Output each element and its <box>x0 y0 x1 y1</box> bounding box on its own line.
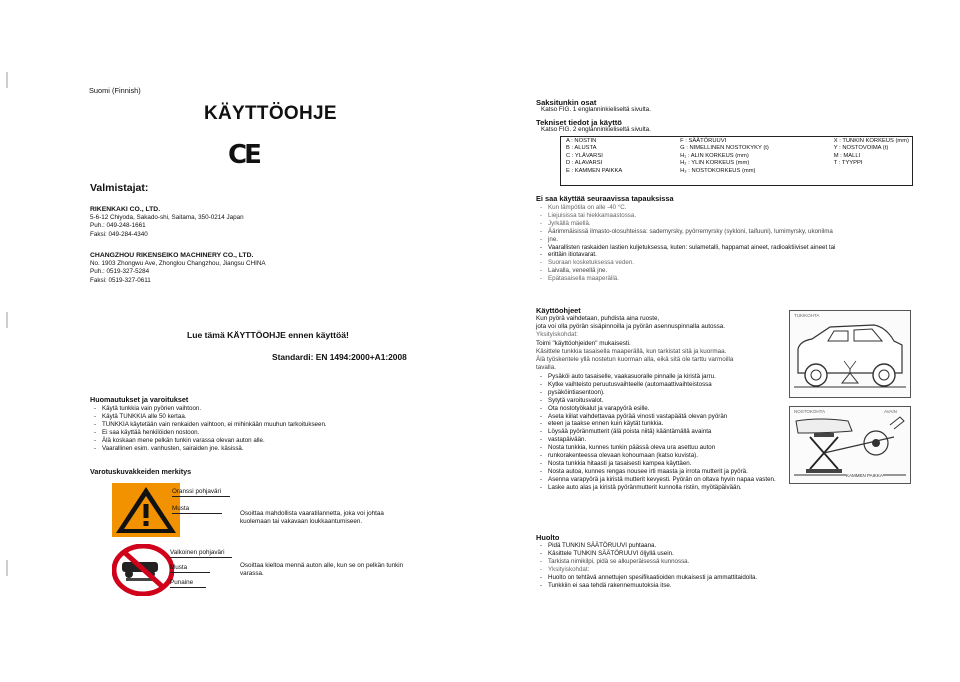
list-item: - runkorakenteessa olevaan kohoumaan (katso kuvista). <box>538 452 776 460</box>
paragraph-line: Kun pyörä vaihdetaan, puhdista aina ruoste, <box>536 315 660 322</box>
standard-label: Standardi: EN 1494:2000+A1:2008 <box>272 352 407 362</box>
manufacturer-phone: Puh.: 049-248-1661 <box>90 222 146 230</box>
list-item: - eteen ja taakse ennen kuin käytät tunkkia. <box>538 420 776 428</box>
list-item: - vastapäivään. <box>538 436 776 444</box>
prohibition-symbol-description <box>240 562 403 578</box>
parts-reference: Katso FIG. 1 englanninkieliseltä sivulta. <box>541 106 651 113</box>
spec-cell: Y : NOSTOVOIMA (t) <box>833 145 889 152</box>
spec-cell: C : YLÄVARSI <box>566 152 603 159</box>
paragraph-line: Toimi "käyttöohjeiden" mukaisesti. <box>536 339 631 347</box>
description-line: varassa. <box>240 570 264 578</box>
list-item: - Pidä TUNKIN SÄÄTÖRUUVI puhtaana. <box>538 542 757 550</box>
maintenance-heading: Huolto <box>536 533 560 542</box>
list-item: - Käytä TUNKKIA alle 50 kertaa. <box>92 413 327 421</box>
list-item: - Sytytä varoitusvalot. <box>538 397 776 405</box>
list-item: - TUNKKIA käytetään vain renkaiden vaihtoon, ei mihinkään muuhun tarkoitukseen. <box>92 421 327 429</box>
car-jack-figure <box>789 310 911 398</box>
spec-cell: E : KAMMEN PAIKKA <box>566 167 623 174</box>
fold-mark <box>6 72 8 88</box>
list-item: - Käytä tunkkia vain pyörien vaihtoon. <box>92 405 327 413</box>
spec-cell: H₃ : NOSTOKORKEUS (mm) <box>680 167 756 174</box>
paragraph-line: Käsittele tunkkia tasaisella maaperällä, kun tarkistat sitä ja kuormaa. <box>536 347 727 355</box>
usage-steps <box>538 373 776 492</box>
spec-cell: A : NOSTIN <box>566 138 597 144</box>
list-item: - Tarkista nimikilpi, pidä se alkuperäisessä kunnossa. <box>538 558 757 566</box>
manufacturer-name: RIKENKAKI CO., LTD. <box>90 206 161 213</box>
ce-mark: CE <box>228 140 259 170</box>
not-allowed-heading: Ei saa käyttää seuraavissa tapauksissa <box>536 194 674 203</box>
figure-label: NOSTOKOHTA <box>794 409 826 414</box>
spec-legend-table <box>563 138 912 175</box>
scissor-jack-illustration <box>790 407 910 483</box>
list-item: - Laske auto alas ja kiristä pyöränmutterit kunnolla ristiin, myötäpäivään. <box>538 484 776 492</box>
list-item: - Kun lämpötila on alle -40 °C. <box>538 204 835 212</box>
list-item: - Tunkkiin ei saa tehdä rakennemuutoksia itse. <box>538 582 757 590</box>
car-lift-illustration <box>790 311 910 397</box>
list-item: - Nosta tunkkia, kunnes tunkin päässä oleva ura asettuu auton <box>538 444 776 452</box>
manufacturer-phone: Puh.: 0519-327-5284 <box>90 268 150 276</box>
list-item: - Löysää pyöränmutterit (älä poista niitä) kääntämällä avainta <box>538 428 776 436</box>
list-item: - Vaarallinen esim. vanhusten, sairaiden jne. käsissä. <box>92 445 327 453</box>
symbol-callout-label: Musta <box>170 564 210 573</box>
spec-legend-box <box>560 136 913 186</box>
list-item: - Käsittele TUNKIN SÄÄTÖRUUVI öljyllä usein. <box>538 550 757 558</box>
spec-cell: F : SÄÄTÖRUUVI <box>680 138 727 144</box>
fold-mark <box>6 312 8 328</box>
language-label: Suomi (Finnish) <box>89 86 141 95</box>
figure-label: AVAIN <box>884 409 897 414</box>
fold-mark <box>6 560 8 576</box>
symbol-callout-label: Punaine <box>170 579 206 588</box>
list-item: - Ei saa käyttää henkilöiden nostoon. <box>92 429 327 437</box>
manufacturer-block <box>90 206 244 239</box>
symbol-callout-label: Musta <box>172 505 222 514</box>
spec-cell: G : NIMELLINEN NOSTOKYKY (t) <box>680 145 769 152</box>
warnings-heading: Huomautukset ja varoitukset <box>90 395 189 404</box>
description-line: Osoittaa kieltoa mennä auton alle, kun se on pelkän tunkin <box>240 562 404 569</box>
figure-label: TUKIKOHTA <box>794 313 820 318</box>
description-line: Osoittaa mahdollista vaaratilannetta, joka voi johtaa <box>240 510 384 517</box>
spec-cell <box>831 168 912 175</box>
warnings-list <box>92 405 327 452</box>
spec-cell: H₁ : ALIN KORKEUS (mm) <box>680 152 749 159</box>
scissor-jack-figure <box>789 406 911 484</box>
paragraph-line: jota voi olla pyörän sisäpinnoilla ja pyörän asennuspinnalla autossa. <box>536 323 726 331</box>
spec-cell: D : ALAVARSI <box>566 160 603 167</box>
list-item: - Äärimmäisissä ilmasto-olosuhteissa: sademyrsky, pyörremyrsky (sykloni, taifuuni), lumimyrsky, ukonilma <box>538 228 835 236</box>
symbol-callout-label: Valkoinen pohjaväri <box>170 549 232 558</box>
no-entry-under-car-icon <box>112 544 174 596</box>
paragraph-line: Yksityiskohdat: <box>536 331 578 339</box>
paragraph-line: tavalla. <box>536 364 556 372</box>
list-item: - Ota nostotyökalut ja varapyörä esille. <box>538 405 776 413</box>
manufacturers-heading: Valmistajat: <box>90 182 149 194</box>
symbols-heading: Varotuskuvakkeiden merkitys <box>90 467 192 476</box>
list-item: - Suoraan kosketuksessa veden. <box>538 259 835 267</box>
list-item: - Liejuisissa tai hiekkamaastossa. <box>538 212 835 220</box>
tech-heading: Tekniset tiedot ja käyttö <box>536 118 622 127</box>
manufacturer-address: No. 1903 Zhongwu Ave, Zhonglou Changzhou, Jiangsu CHINA <box>90 260 266 268</box>
list-item: - Nosta autoa, kunnes rengas nousee irti maasta ja irrota mutterit ja pyörä. <box>538 468 776 476</box>
spec-cell: M : MALLI <box>833 152 861 159</box>
maintenance-list <box>538 542 757 589</box>
figure-caption: KAMMEN PAIKKA <box>846 473 883 478</box>
manufacturer-name: CHANGZHOU RIKENSEIKO MACHINERY CO., LTD. <box>90 252 254 259</box>
spec-cell: B : ALUSTA <box>566 145 597 152</box>
read-notice: Lue tämä KÄYTTÖOHJE ennen käyttöä! <box>187 330 349 340</box>
spec-cell: H₂ : YLIN KORKEUS (mm) <box>680 160 750 167</box>
list-item: - Epätasaisella maaperällä. <box>538 275 835 283</box>
list-item: - Jyrkällä mäellä. <box>538 220 835 228</box>
manufacturer-fax: Faksi: 0519-327-0611 <box>90 276 151 284</box>
tech-reference: Katso FIG. 2 englanninkieliseltä sivulta. <box>541 126 651 133</box>
list-item: - erittäin itiotavarat. <box>538 251 835 259</box>
symbol-callout-label: Oranssi pohjaväri <box>172 488 230 497</box>
paragraph-line: Älä työskentele yllä nostetun kuorman alla, eikä sitä ole tarttu varmoilla <box>536 356 734 364</box>
description-line: kuolemaan tai vakavaan loukkaantumiseen. <box>240 518 363 526</box>
list-item: - Pysäköi auto tasaiselle, vaakasuoralle pinnalle ja kiristä jarru. <box>538 373 776 381</box>
list-item: - pysäköintiasentoon). <box>538 389 776 397</box>
warning-triangle-icon <box>112 483 180 537</box>
not-allowed-list <box>538 204 835 283</box>
list-item: - Aseta kiilat vaihdettavaa pyörää vinosti vastapäätä olevan pyörän <box>538 413 776 421</box>
spec-cell: X : TUNKIN KORKEUS (mm) <box>833 138 909 144</box>
list-item: - Laivalla, veneellä jne. <box>538 267 835 275</box>
list-item: - Vaarallisten raskaiden lastien kuljetuksessa, kuten: sulametalli, happamat aineet, radioaktiiviset aineet tai <box>538 244 835 252</box>
usage-heading: Käyttöohjeet <box>536 306 581 315</box>
manufacturer-block <box>90 252 266 285</box>
list-item: - Yksityiskohdat: <box>538 566 757 574</box>
usage-intro <box>536 315 733 372</box>
manufacturer-address: 5-6-12 Chiyoda, Sakado-shi, Saitama, 350-0214 Japan <box>90 214 244 222</box>
manufacturer-fax: Faksi: 049-284-4340 <box>90 230 148 238</box>
page-title: KÄYTTÖOHJE <box>204 103 337 124</box>
list-item: - jne. <box>538 236 835 244</box>
spec-cell: T : TYYPPI <box>833 160 863 167</box>
warning-symbol-description <box>240 510 384 526</box>
list-item: - Huolto on tehtävä annettujen spesifikaatioiden mukaisesti ja ammattitaidolla. <box>538 574 757 582</box>
parts-heading: Saksitunkin osat <box>536 98 597 107</box>
list-item: - Älä koskaan mene pelkän tunkin varassa olevan auton alle. <box>92 437 327 445</box>
list-item: - Nosta tunkkia hitaasti ja tasaisesti kampea käyttäen. <box>538 460 776 468</box>
list-item: - Asenna varapyörä ja kiristä mutterit kevyesti. Pyörän on oltava hyvin napaa vasten. <box>538 476 776 484</box>
list-item: - Kytke vaihteisto peruutusvaihteelle (automaattivaihteistossa <box>538 381 776 389</box>
